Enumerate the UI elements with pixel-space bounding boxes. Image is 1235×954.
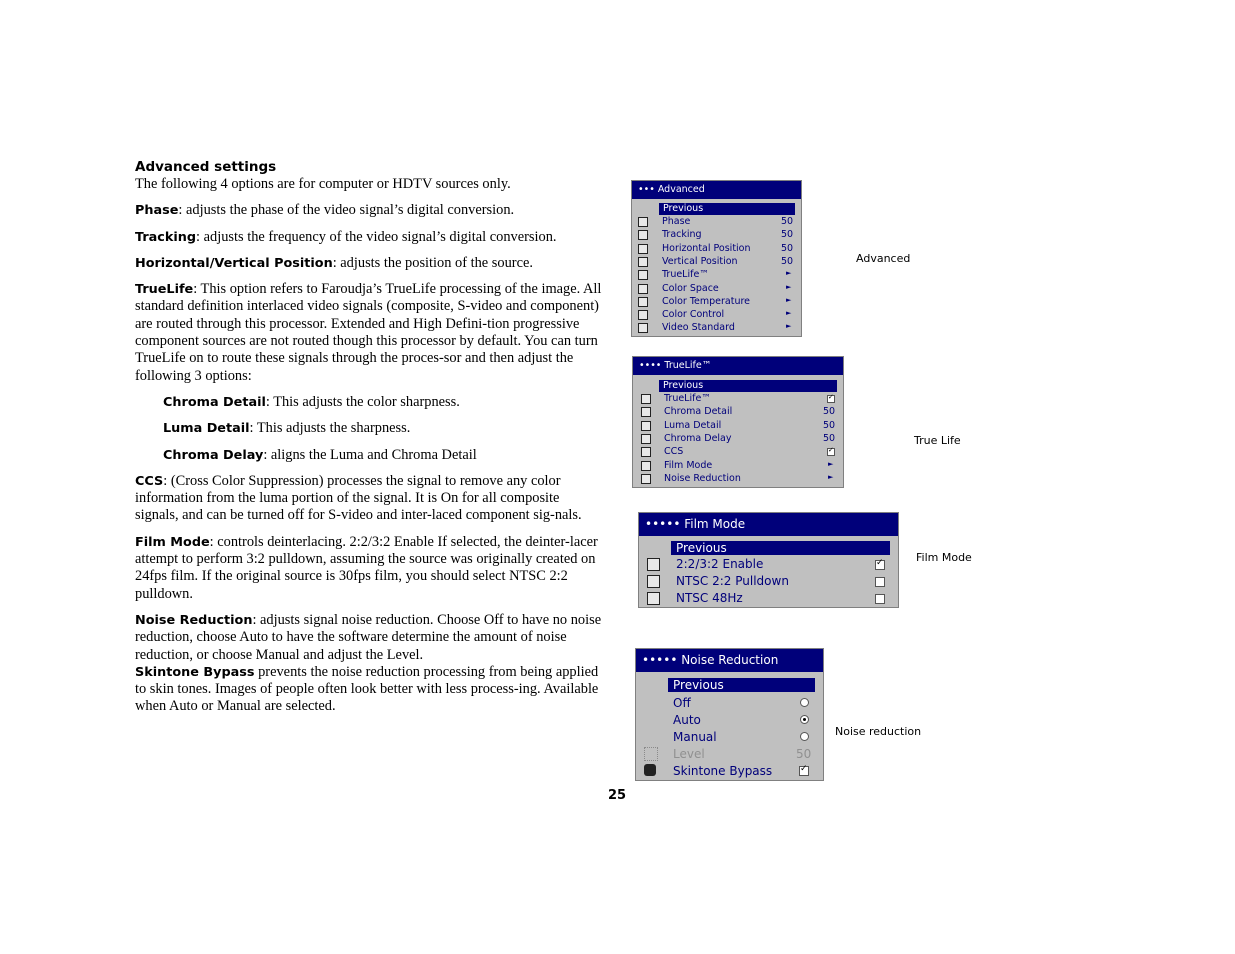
truelife-icon [641,394,651,404]
enable-icon [647,558,660,571]
truelife-item-row[interactable] [633,460,843,473]
nr-level-label: Level [673,747,705,761]
skintone-text: prevents the noise reduction processing from being applied to skin tones. Images of people often look better with less process-ing. Available when Auto or Manual are selected. [135,663,599,715]
advanced-item-value: 50 [781,229,794,241]
ccs-icon [641,447,651,457]
advanced-menu-previous[interactable] [659,203,795,215]
truelife-item-row[interactable] [633,433,843,446]
advanced-item-row[interactable] [632,309,801,322]
nr-auto-radio[interactable] [800,715,809,724]
truelife-item-checkbox[interactable] [827,448,835,456]
advanced-item-label: Color Control [662,309,725,321]
phase-term: Phase [135,203,179,219]
hvpos-term: Horizontal/Vertical Position [135,255,333,271]
luma-detail-icon [641,421,651,431]
caption-advanced: Advanced [856,252,911,265]
ccs-text: : (Cross Color Suppression) processes the signal to remove any color information from the luma portion of the signal. It is On for all composite signals, and can be turned off for S-video and inter-laced component sig-nals. [135,472,582,524]
advanced-item-label: Video Standard [662,322,735,334]
advanced-item-row[interactable] [632,243,801,256]
advanced-item-row[interactable] [632,296,801,309]
noise-reduction-paragraph [135,612,603,664]
noise-reduction-text: : adjusts signal noise reduction. Choose Off to have no noise reduction, choose Auto to have the software determine the amount of noise reduction, or choose Manual and adjust the Level. [135,611,602,663]
film-mode-item-label: 2:2/3:2 Enable [676,557,764,571]
truelife-item-row[interactable] [633,473,843,486]
tracking-paragraph [135,229,603,246]
film-mode-item-row[interactable] [639,591,898,608]
truelife-item-label: Chroma Delay [664,432,732,444]
truelife-menu-title: •••• TrueLife™ [633,357,843,375]
advanced-menu-title: ••• Advanced [632,181,801,199]
advanced-item-row[interactable] [632,229,801,242]
truelife-item-row[interactable] [633,393,843,406]
truelife-item-label: TrueLife™ [664,393,711,404]
advanced-item-label: Phase [662,216,691,227]
chroma-delay-text: : aligns the Luma and Chroma Detail [263,446,477,463]
chroma-detail-paragraph [135,394,603,411]
vertical-position-icon [638,257,648,267]
truelife-menu-previous[interactable] [659,380,837,392]
film-mode-icon [641,461,651,471]
truelife-icon [638,270,648,280]
truelife-text: : This option refers to Faroudja’s TrueLife processing of the image. All standard definition interlaced video signals (composite, S-video and component) are routed through this processor. Extended and High Defini-tion progressive component sources are not routed though this processor by default. You can turn TrueLife on to route these signals through the proces-sor and then adjust the following 3 options: [135,281,602,384]
truelife-item-label: Noise Reduction [664,472,741,484]
nr-off-radio[interactable] [800,698,809,707]
nr-auto-label: Auto [673,713,701,727]
noise-reduction-menu [635,648,824,781]
caption-truelife: True Life [914,434,961,447]
luma-detail-term: Luma Detail [163,421,250,437]
submenu-arrow-icon: ► [786,282,792,291]
truelife-item-row[interactable] [633,420,843,433]
level-icon [644,747,658,761]
advanced-item-label: TrueLife™ [662,269,709,281]
color-space-icon [638,284,648,294]
tracking-term: Tracking [135,229,197,245]
luma-detail-text: : This adjusts the sharpness. [249,420,411,437]
color-temperature-icon [638,297,648,307]
noise-reduction-menu-title: ••••• Noise Reduction [636,649,823,672]
film-mode-menu [638,512,899,608]
advanced-menu [631,180,802,337]
nr-level-row [636,746,823,762]
film-mode-item-row[interactable] [639,574,898,591]
truelife-paragraph [135,281,603,385]
caption-film-mode: Film Mode [916,551,972,564]
submenu-arrow-icon: ► [786,309,792,318]
chroma-detail-text: : This adjusts the color sharpness. [265,393,460,410]
previous-label: Previous [673,678,724,692]
advanced-item-label: Color Temperature [662,295,751,307]
chroma-detail-term: Chroma Detail [163,394,266,410]
truelife-item-value: 50 [823,406,836,418]
truelife-item-label: CCS [664,446,684,458]
skintone-paragraph [135,664,603,716]
film-mode-term: Film Mode [135,534,210,550]
submenu-arrow-icon: ► [786,322,792,331]
truelife-term: TrueLife [135,282,194,298]
nr-manual-row[interactable] [636,729,823,745]
film-mode-paragraph [135,534,603,603]
advanced-item-row[interactable] [632,283,801,296]
submenu-arrow-icon: ► [828,472,834,481]
truelife-item-label: Film Mode [664,459,713,471]
nr-skintone-checkbox[interactable] [799,766,809,776]
film-mode-item-checkbox[interactable] [875,594,885,604]
truelife-menu [632,356,844,488]
truelife-item-row[interactable] [633,446,843,459]
truelife-item-checkbox[interactable] [827,395,835,403]
nr-manual-radio[interactable] [800,732,809,741]
submenu-arrow-icon: ► [786,269,792,278]
tracking-icon [638,230,648,240]
tracking-text: : adjusts the frequency of the video signal’s digital conversion. [196,228,557,245]
video-standard-icon [638,323,648,333]
skintone-icon [644,764,656,776]
advanced-item-value: 50 [781,242,794,254]
film-mode-item-row[interactable] [639,557,898,574]
advanced-item-row[interactable] [632,269,801,282]
page-number: 25 [608,788,627,803]
film-mode-item-label: NTSC 48Hz [676,591,743,605]
film-mode-menu-previous[interactable] [671,541,890,555]
nr-auto-row[interactable] [636,712,823,728]
nr-level-value: 50 [796,747,812,761]
film-mode-text: : controls deinterlacing. 2:2/3:2 Enable If selected, the deinter-lacer attempt to perform 3:2 pulldown, assuming the source was originally created on 24fps film. If the original source is 30fps film, you should select NTSC 2:2 pulldown. [135,533,598,602]
previous-label: Previous [676,541,727,555]
advanced-item-row[interactable] [632,256,801,269]
section-heading: Advanced settings [135,159,277,175]
chroma-delay-term: Chroma Delay [163,447,264,463]
skintone-term: Skintone Bypass [135,664,255,680]
truelife-item-row[interactable] [633,406,843,419]
film-mode-item-checkbox[interactable] [875,560,885,570]
pulldown-icon [647,575,660,588]
chroma-detail-icon [641,407,651,417]
advanced-item-value: 50 [781,216,794,227]
nr-off-label: Off [673,696,691,710]
film-mode-menu-title: ••••• Film Mode [639,513,898,536]
advanced-item-label: Vertical Position [662,255,738,267]
nr-skintone-row[interactable] [636,763,823,779]
nr-manual-label: Manual [673,730,717,744]
advanced-item-label: Color Space [662,282,719,294]
advanced-item-label: Tracking [662,229,702,241]
film-mode-item-label: NTSC 2:2 Pulldown [676,574,789,588]
advanced-item-row[interactable] [632,216,801,229]
noise-reduction-term: Noise Reduction [135,612,253,628]
phase-paragraph [135,202,603,219]
ccs-paragraph [135,473,603,525]
previous-label: Previous [663,380,704,391]
noise-reduction-icon [641,474,651,484]
film-mode-item-checkbox[interactable] [875,577,885,587]
advanced-item-row[interactable] [632,322,801,335]
chroma-delay-paragraph [135,447,603,464]
truelife-item-value: 50 [823,419,836,431]
noise-reduction-menu-previous[interactable] [668,678,815,692]
ntsc-48hz-icon [647,592,660,605]
advanced-item-value: 50 [781,255,794,267]
manual-text-column [135,158,603,725]
phase-icon [638,217,648,227]
submenu-arrow-icon: ► [786,295,792,304]
truelife-item-label: Chroma Detail [664,406,733,418]
horizontal-position-icon [638,244,648,254]
phase-text: : adjusts the phase of the video signal’s digital conversion. [178,202,515,219]
hvpos-text: : adjusts the position of the source. [332,254,533,271]
nr-off-row[interactable] [636,695,823,711]
truelife-item-label: Luma Detail [664,419,722,431]
hvpos-paragraph [135,255,603,272]
luma-detail-paragraph [135,420,603,437]
previous-label: Previous [663,203,704,214]
chroma-delay-icon [641,434,651,444]
submenu-arrow-icon: ► [828,459,834,468]
nr-skintone-label: Skintone Bypass [673,764,773,778]
truelife-item-value: 50 [823,432,836,444]
advanced-item-label: Horizontal Position [662,242,751,254]
ccs-term: CCS [135,473,164,489]
color-control-icon [638,310,648,320]
caption-noise-reduction: Noise reduction [835,725,922,738]
intro-paragraph: The following 4 options are for computer or HDTV sources only. [135,176,511,192]
